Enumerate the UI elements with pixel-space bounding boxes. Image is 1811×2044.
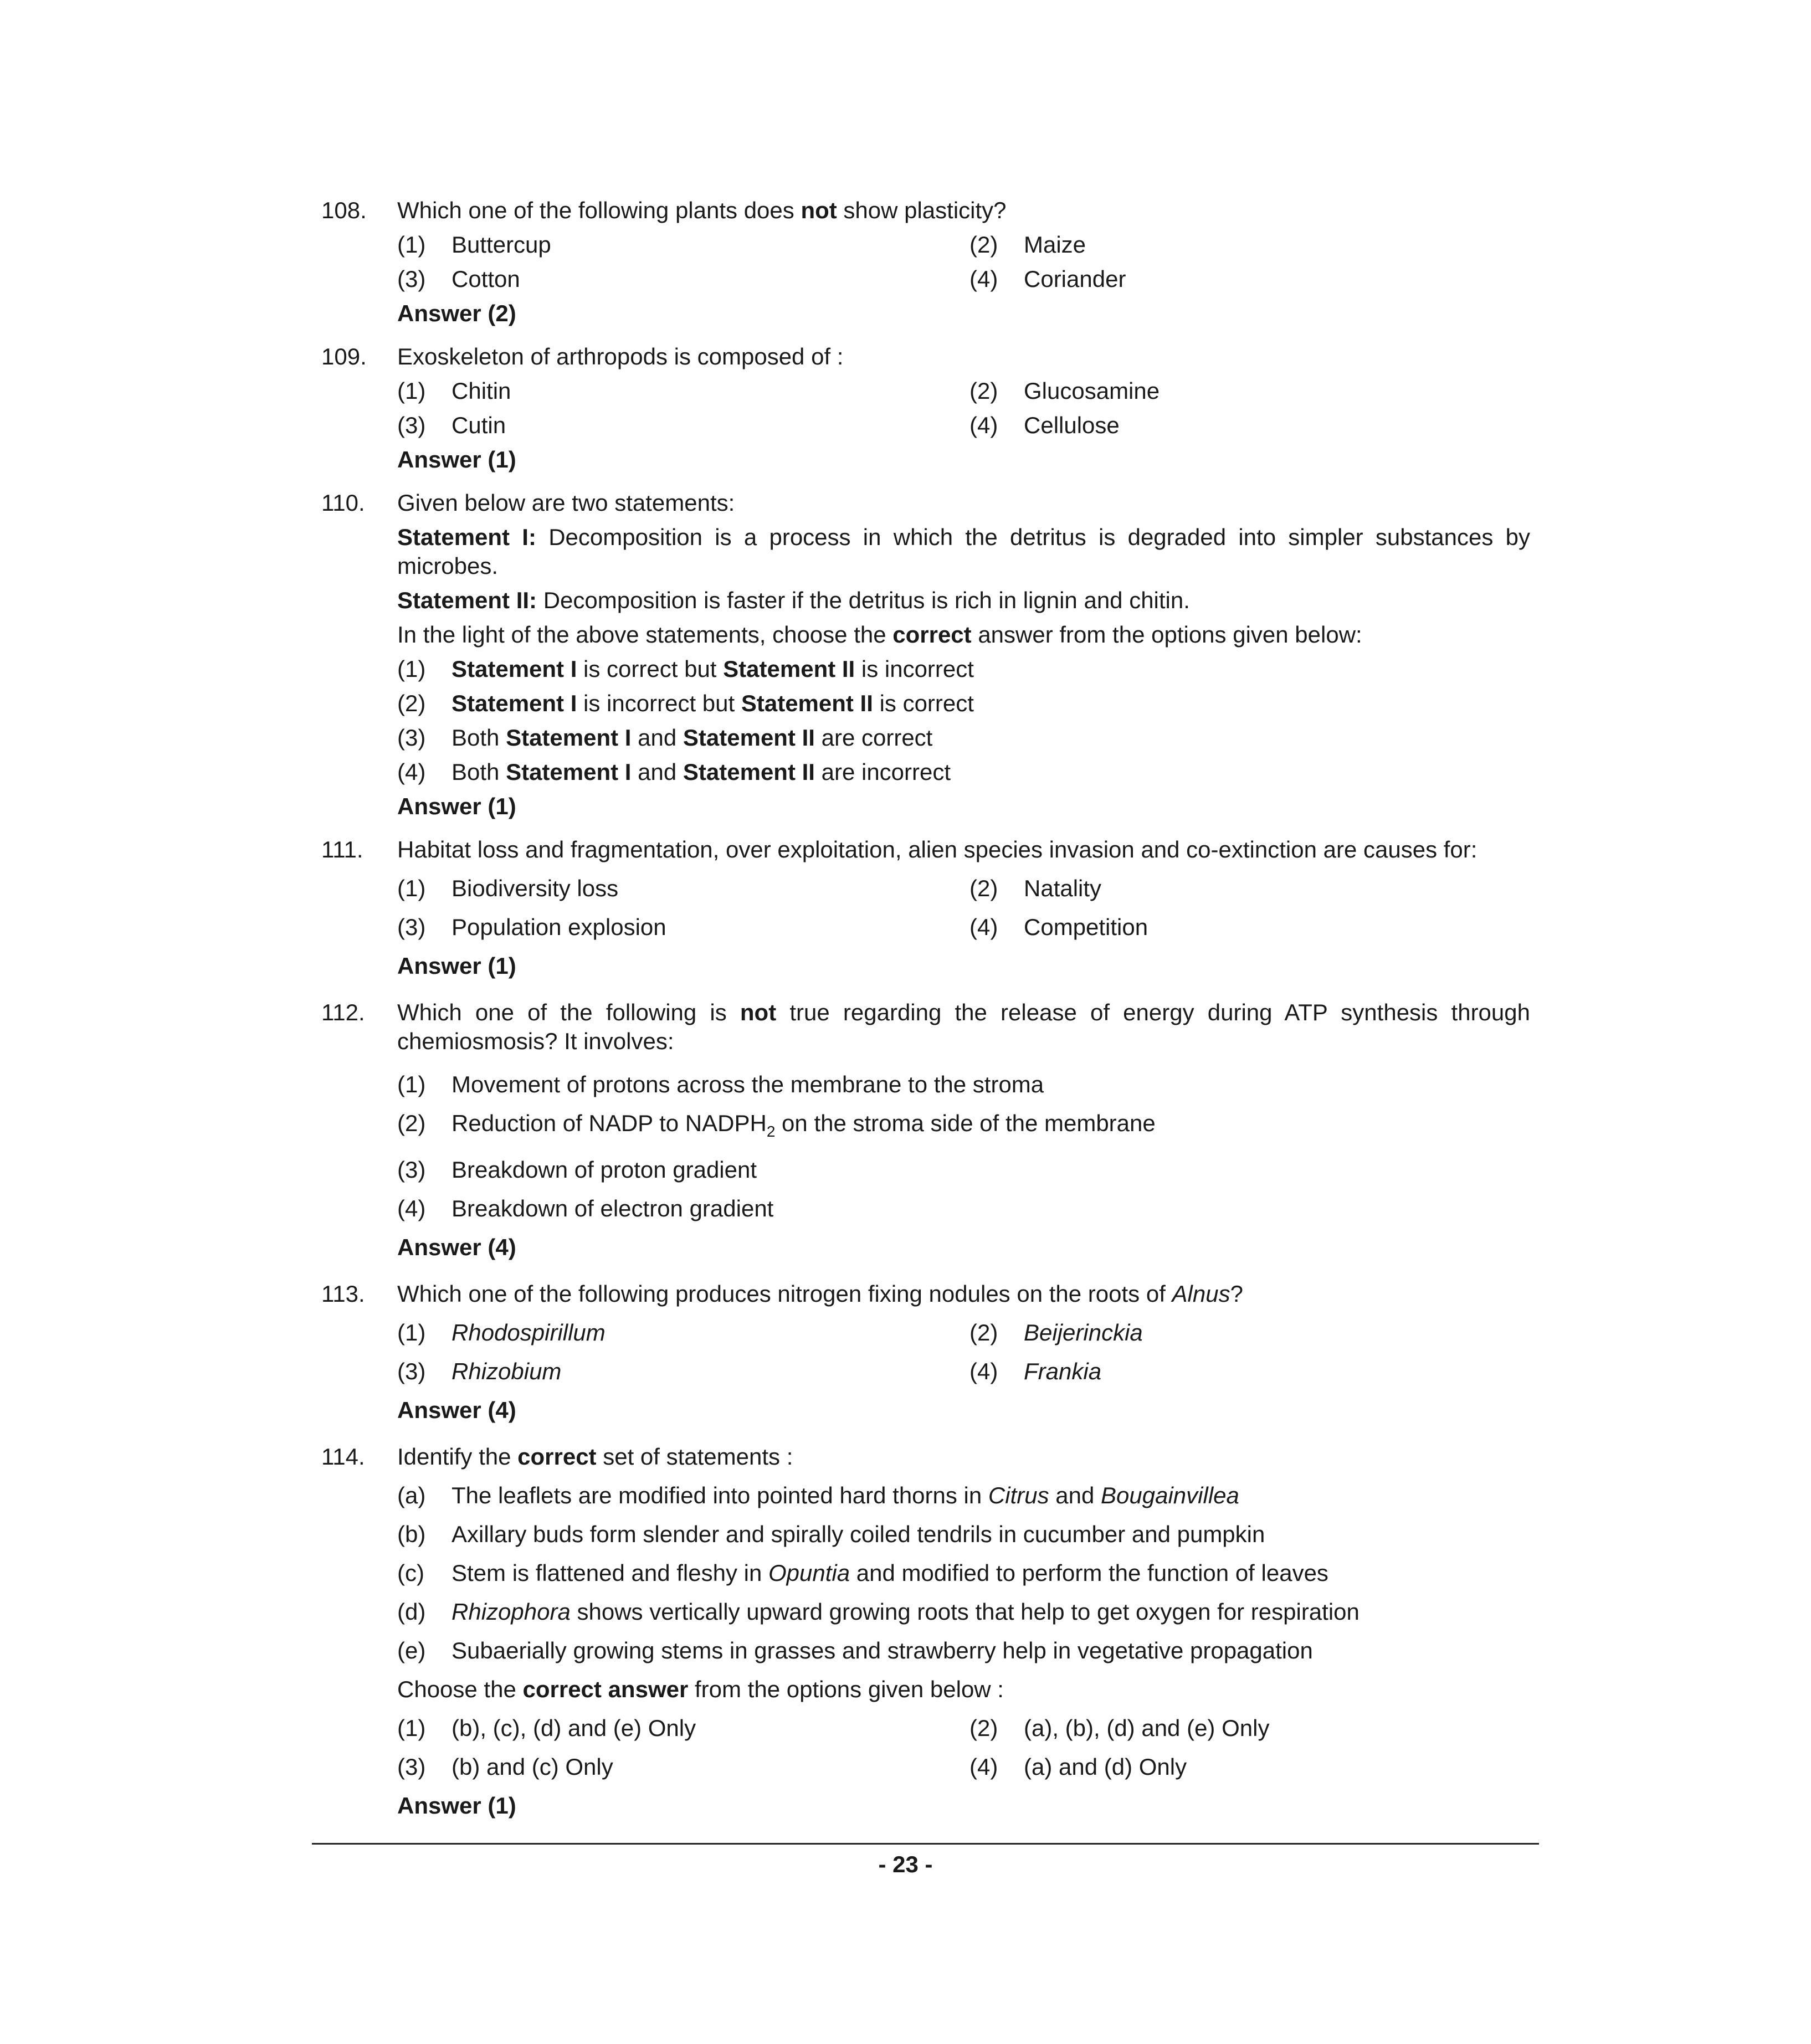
option-number: (2): [397, 690, 426, 716]
answer: Answer (2): [397, 300, 516, 326]
option-text: Frankia: [1024, 1358, 1102, 1384]
option-number: (1): [397, 875, 426, 901]
option-number: (3): [397, 266, 426, 292]
option-text: (b) and (c) Only: [452, 1754, 613, 1780]
question-text: Exoskeleton of arthropods is composed of :: [397, 343, 844, 369]
option-text: Coriander: [1024, 266, 1126, 292]
option-number: (4): [969, 914, 998, 940]
statement-label: (c): [397, 1560, 424, 1586]
option-number: (3): [397, 725, 426, 751]
option-text: Chitin: [452, 378, 511, 404]
answer: Answer (4): [397, 1234, 516, 1260]
question-number: 112.: [321, 999, 365, 1025]
option-text: (b), (c), (d) and (e) Only: [452, 1715, 696, 1741]
question-number: 111.: [321, 836, 363, 862]
question-text: Identify the correct set of statements :: [397, 1444, 793, 1470]
option-text: Population explosion: [452, 914, 666, 940]
question-text: Which one of the following produces nitrogen fixing nodules on the roots of Alnus?: [397, 1281, 1243, 1307]
option-number: (4): [397, 1195, 426, 1221]
question-text: Given below are two statements:: [397, 490, 735, 516]
option-number: (2): [969, 875, 998, 901]
option-text: (a), (b), (d) and (e) Only: [1024, 1715, 1270, 1741]
option-text: Breakdown of proton gradient: [452, 1157, 757, 1183]
option-number: (3): [397, 412, 426, 438]
question-prompt: In the light of the above statements, choose the correct answer from the options given below:: [397, 622, 1362, 648]
option-text: Buttercup: [452, 232, 551, 258]
option-text: Rhizobium: [452, 1358, 562, 1384]
option-text: Biodiversity loss: [452, 875, 619, 901]
answer: Answer (1): [397, 953, 516, 979]
question-text: Habitat loss and fragmentation, over exploitation, alien species invasion and co-extinction are causes for:: [397, 836, 1477, 862]
question-text: Which one of the following plants does not show plasticity?: [397, 197, 1007, 223]
option-text: Cutin: [452, 412, 506, 438]
statement-text: Subaerially growing stems in grasses and strawberry help in vegetative propagation: [452, 1637, 1313, 1663]
option-number: (3): [397, 1754, 426, 1780]
option-text: Rhodospirillum: [452, 1319, 606, 1345]
option-text: Cellulose: [1024, 412, 1120, 438]
question-number: 113.: [321, 1281, 365, 1307]
option-text: Maize: [1024, 232, 1086, 258]
answer: Answer (1): [397, 793, 516, 819]
option-text: Movement of protons across the membrane to the stroma: [452, 1071, 1044, 1097]
statement-text: The leaflets are modified into pointed hard thorns in Citrus and Bougainvillea: [452, 1482, 1239, 1508]
option-text: Both Statement I and Statement II are correct: [452, 725, 933, 751]
statement-label: (a): [397, 1482, 426, 1508]
option-number: (1): [397, 1715, 426, 1741]
option-number: (4): [397, 759, 426, 785]
statement-label: (b): [397, 1521, 426, 1547]
question-prompt: Choose the correct answer from the options given below :: [397, 1676, 1004, 1702]
statement-text: Axillary buds form slender and spirally coiled tendrils in cucumber and pumpkin: [452, 1521, 1265, 1547]
option-number: (1): [397, 232, 426, 258]
footer-divider: [312, 1843, 1539, 1845]
answer: Answer (4): [397, 1397, 516, 1423]
option-text: Reduction of NADP to $NADPH_2$ on the stroma side of the membrane: [452, 1110, 1156, 1140]
option-number: (1): [397, 1071, 426, 1097]
answer: Answer (1): [397, 1793, 516, 1819]
option-number: (1): [397, 656, 426, 682]
question-text: Which one of the following is not true regarding the release of energy during ATP synthesis through chemiosmosis? It involves:: [397, 999, 1530, 1054]
option-number: (4): [969, 1358, 998, 1384]
question-number: 108.: [321, 197, 367, 223]
option-number: (4): [969, 412, 998, 438]
option-number: (2): [969, 1319, 998, 1345]
option-number: (3): [397, 1157, 426, 1183]
option-text: Breakdown of electron gradient: [452, 1195, 774, 1221]
option-number: (4): [969, 1754, 998, 1780]
option-number: (4): [969, 266, 998, 292]
option-text: Natality: [1024, 875, 1102, 901]
statement-text: Stem is flattened and fleshy in Opuntia and modified to perform the function of leaves: [452, 1560, 1328, 1586]
option-number: (3): [397, 1358, 426, 1384]
statement-1: Statement I: Decomposition is a process in which the detritus is degraded into simpler substances by microbes.: [397, 524, 1530, 579]
option-text: Cotton: [452, 266, 520, 292]
option-number: (1): [397, 1319, 426, 1345]
option-number: (2): [397, 1110, 426, 1136]
option-text: Competition: [1024, 914, 1148, 940]
option-number: (2): [969, 1715, 998, 1741]
statement-label: (d): [397, 1599, 426, 1625]
option-text: Statement I is incorrect but Statement II is correct: [452, 690, 974, 716]
option-text: Glucosamine: [1024, 378, 1160, 404]
option-number: (2): [969, 232, 998, 258]
option-number: (1): [397, 378, 426, 404]
statement-text: Rhizophora shows vertically upward growing roots that help to get oxygen for respiration: [452, 1599, 1359, 1625]
option-text: Both Statement I and Statement II are incorrect: [452, 759, 951, 785]
page-number: - 23 -: [878, 1851, 933, 1877]
question-number: 110.: [321, 490, 365, 516]
option-text: Statement I is correct but Statement II is incorrect: [452, 656, 974, 682]
option-number: (3): [397, 914, 426, 940]
statement-2: Statement II: Decomposition is faster if the detritus is rich in lignin and chitin.: [397, 587, 1190, 613]
option-text: (a) and (d) Only: [1024, 1754, 1187, 1780]
answer: Answer (1): [397, 446, 516, 473]
statement-label: (e): [397, 1637, 426, 1663]
option-text: Beijerinckia: [1024, 1319, 1143, 1345]
question-number: 114.: [321, 1444, 365, 1470]
question-number: 109.: [321, 343, 367, 369]
option-number: (2): [969, 378, 998, 404]
